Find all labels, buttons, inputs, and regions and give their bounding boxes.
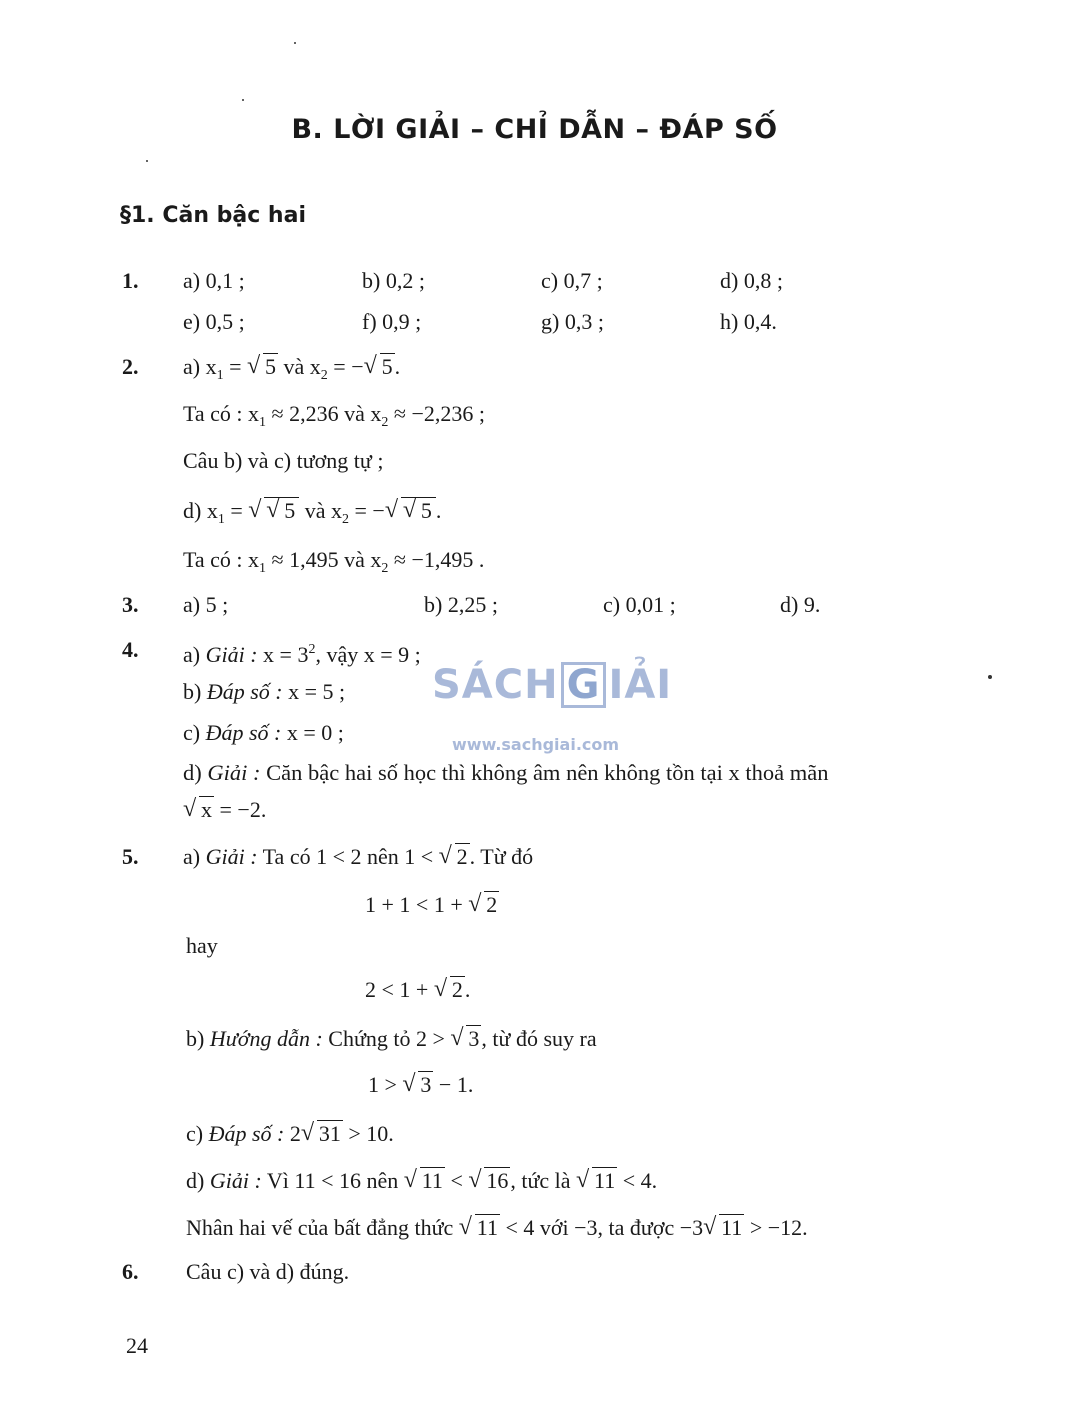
subscript: 2 [381, 561, 389, 576]
text: Chứng tỏ 2 > [322, 1026, 451, 1051]
superscript: 2 [308, 642, 316, 657]
problem-2-number: 2. [122, 354, 139, 379]
sqrt-symbol [705, 1213, 744, 1243]
p3-item: d) 9. [780, 592, 821, 617]
p1-item: e) 0,5 ; [183, 309, 245, 334]
radicand: 11 [594, 1168, 616, 1193]
p2-line-3: Câu b) và c) tương tự ; [183, 448, 384, 473]
text: . [464, 977, 471, 1002]
p5-line-d [186, 1166, 657, 1196]
text: x = 5 ; [282, 679, 346, 704]
text: x = 3 [257, 642, 309, 667]
p4-line-b [183, 677, 345, 707]
text: Ta có : x [183, 547, 260, 572]
text: Vì 11 < 16 nên [261, 1168, 404, 1193]
italic-label: Giải : [205, 642, 258, 667]
scan-speck [146, 160, 148, 162]
text: ≈ −1,495 . [388, 547, 485, 572]
radicand: 11 [721, 1215, 743, 1240]
radicand: 2 [451, 977, 463, 1002]
scan-speck [242, 99, 244, 101]
text: b) [186, 1026, 210, 1051]
text: . Từ đó [469, 844, 534, 869]
text: = −2. [214, 797, 267, 822]
p3-item: b) 2,25 ; [424, 592, 498, 617]
italic-label: Đáp số : [205, 720, 282, 745]
text: 1 + 1 < 1 + [365, 892, 469, 917]
subscript: 2 [320, 368, 328, 383]
text: d) [183, 760, 208, 785]
radicand: 16 [486, 1168, 509, 1193]
text: > 10. [342, 1121, 394, 1146]
text: b) [183, 679, 207, 704]
italic-label: Đáp số : [208, 1121, 285, 1146]
text: ≈ 1,495 và x [266, 547, 382, 572]
p5-line-b [186, 1024, 597, 1054]
text: 2 < 1 + [365, 977, 434, 1002]
problem-6-number: 6. [122, 1259, 139, 1284]
sqrt-symbol [578, 1166, 617, 1196]
p4-line-d [183, 758, 829, 788]
p1-item: f) 0,9 ; [362, 309, 422, 334]
text: ≈ 2,236 và x [266, 401, 382, 426]
problem-4-number: 4. [122, 637, 139, 662]
subscript: 2 [381, 415, 389, 430]
text: x = 0 ; [281, 720, 344, 745]
watermark-url: www.sachgiai.com [452, 735, 620, 754]
radicand: 2 [486, 892, 498, 917]
text: . [394, 354, 401, 379]
text: 2 [284, 1121, 301, 1146]
watermark-text-left: SÁCH [432, 662, 559, 708]
sqrt-symbol [387, 496, 436, 526]
p2-line-5 [183, 545, 484, 584]
sqrt-symbol [441, 842, 470, 872]
watermark-box: G [561, 662, 607, 708]
p5-line-a [183, 842, 533, 872]
text: d) [186, 1168, 210, 1193]
scan-speck [988, 675, 992, 679]
p1-item: h) 0,4. [720, 309, 777, 334]
radicand: 2 [456, 844, 468, 869]
text: > −12. [744, 1215, 808, 1240]
p5-line-c [186, 1119, 394, 1149]
text: ≈ −2,236 ; [388, 401, 485, 426]
text: < [444, 1168, 469, 1193]
p4-line-c [183, 718, 344, 748]
p2-line-d [183, 496, 441, 535]
p6-text: Câu c) và d) đúng. [186, 1259, 350, 1284]
radicand: 11 [476, 1215, 498, 1240]
p1-item: b) 0,2 ; [362, 268, 425, 293]
text: , từ đó suy ra [481, 1026, 597, 1051]
problem-3-number: 3. [122, 592, 139, 617]
sqrt-symbol [470, 1166, 510, 1196]
page-number: 24 [126, 1333, 148, 1358]
text: Ta có 1 < 2 nên 1 < [257, 844, 439, 869]
p3-item: c) 0,01 ; [603, 592, 676, 617]
radicand [264, 497, 299, 523]
p5-equation-3 [368, 1070, 473, 1100]
sqrt-symbol [366, 352, 395, 382]
problem-5-number: 5. [122, 844, 139, 869]
sqrt-symbol [461, 1213, 500, 1243]
sqrt-symbol [452, 1024, 481, 1054]
sqrt-symbol [406, 1166, 445, 1196]
sqrt-symbol [185, 795, 214, 825]
sqrt-symbol [268, 496, 297, 526]
radicand: 5 [420, 498, 432, 523]
text: a) x [183, 354, 217, 379]
sqrt-symbol [250, 496, 299, 526]
page-heading: B. LỜI GIẢI – CHỈ DẪN – ĐÁP SỐ [291, 114, 778, 145]
radicand: 11 [421, 1168, 443, 1193]
text: = − [349, 498, 385, 523]
p2-line-2 [183, 399, 485, 438]
text: < 4 với −3, ta được −3 [499, 1215, 704, 1240]
p5-equation-2 [365, 975, 470, 1005]
text: a) [183, 642, 206, 667]
italic-label: Đáp số : [206, 679, 283, 704]
text: c) [183, 720, 206, 745]
p1-item: a) 0,1 ; [183, 268, 245, 293]
p5-equation-1 [365, 890, 499, 920]
p1-item: g) 0,3 ; [541, 309, 604, 334]
watermark-logo [432, 662, 672, 708]
text: và x [278, 354, 321, 379]
radicand: 5 [265, 354, 277, 379]
italic-label: Giải : [209, 1168, 262, 1193]
text: Nhân hai vế của bất đẳng thức [186, 1215, 459, 1240]
text: 1 > [368, 1072, 403, 1097]
text: − 1. [433, 1072, 474, 1097]
text: Căn bậc hai số học thì không âm nên không tồn tại x thoả mãn [260, 760, 829, 785]
text: và x [299, 498, 343, 523]
subscript: 1 [217, 512, 225, 527]
sqrt-symbol [404, 1070, 433, 1100]
text: d) x [183, 498, 218, 523]
italic-label: Giải : [205, 844, 258, 869]
radicand: 5 [284, 498, 296, 523]
text: = [223, 354, 248, 379]
p1-item: d) 0,8 ; [720, 268, 783, 293]
subscript: 1 [216, 368, 224, 383]
sqrt-symbol [436, 975, 465, 1005]
p5-line-e [186, 1213, 808, 1243]
radicand: 5 [381, 354, 393, 379]
sqrt-symbol [405, 496, 434, 526]
p5-hay: hay [186, 933, 218, 958]
radicand: 3 [468, 1026, 480, 1051]
text: , tức là [510, 1168, 577, 1193]
text: , vậy x = 9 ; [315, 642, 421, 667]
subscript: 1 [259, 561, 267, 576]
p4-line-d2 [183, 795, 266, 825]
text: = − [327, 354, 364, 379]
radicand: x [201, 797, 212, 822]
radicand: 31 [318, 1121, 341, 1146]
text: a) [183, 844, 206, 869]
p1-item: c) 0,7 ; [541, 268, 603, 293]
text: Ta có : x [183, 401, 260, 426]
text: = [224, 498, 249, 523]
scan-speck [294, 42, 296, 44]
p4-line-a [183, 635, 421, 670]
p2-line-a [183, 352, 400, 391]
problem-1-number: 1. [122, 268, 139, 293]
sqrt-symbol [303, 1119, 343, 1149]
text: . [435, 498, 442, 523]
sqrt-symbol [249, 352, 278, 382]
section-title: §1. Căn bậc hai [120, 203, 306, 228]
radicand [401, 497, 436, 523]
sqrt-symbol [470, 890, 499, 920]
italic-label: Hướng dẫn : [209, 1026, 323, 1051]
watermark-text-right: IẢI [608, 662, 673, 708]
subscript: 2 [342, 512, 350, 527]
text: c) [186, 1121, 209, 1146]
italic-label: Giải : [207, 760, 261, 785]
text: < 4. [617, 1168, 658, 1193]
p3-item: a) 5 ; [183, 592, 229, 617]
subscript: 1 [259, 415, 267, 430]
radicand: 3 [420, 1072, 432, 1097]
